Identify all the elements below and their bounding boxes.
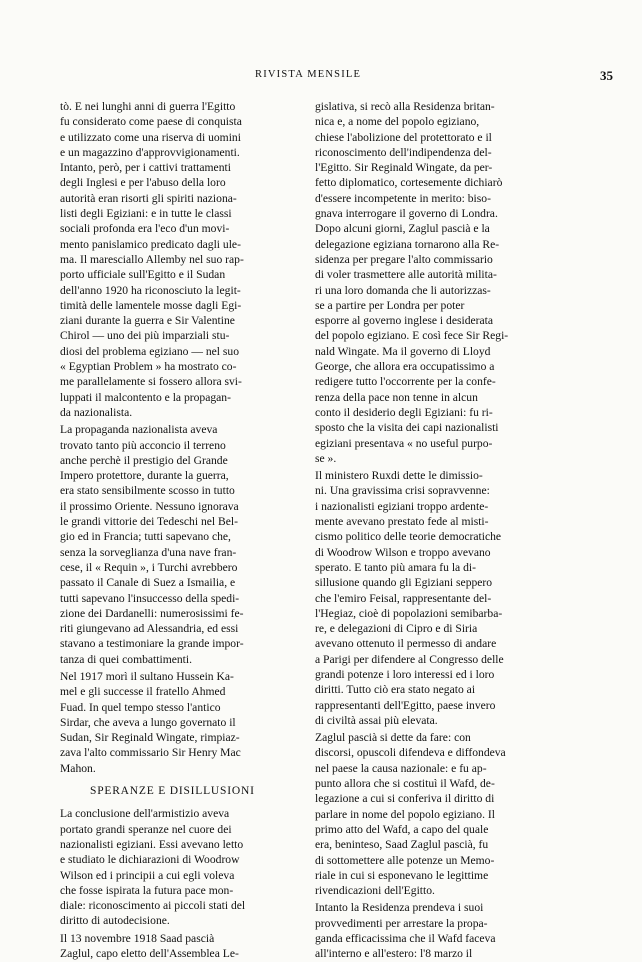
text-line: il prossimo Oriente. Nessuno ignorava (60, 499, 239, 513)
paragraph (60, 669, 318, 776)
page-header (0, 69, 642, 89)
text-line: stavano a testimoniare la grande impor- (60, 637, 244, 651)
text-line: nel paese la causa nazionale: e fu ap- (315, 761, 487, 775)
text-line: era, beninteso, Saad Zaglul pascià, fu (315, 838, 489, 852)
text-line: primo atto del Wafd, a capo del quale (315, 822, 489, 836)
text-line: avevano ottenuto il permesso di andare (315, 637, 497, 651)
text-line: gnava interrogare il governo di Londra. (315, 207, 498, 221)
paragraph (315, 900, 573, 961)
text-line: Chirol — uno dei più imparziali stu- (60, 329, 230, 343)
text-line: ri una loro domanda che li autorizzas- (315, 283, 491, 297)
paragraph (60, 806, 318, 928)
text-line: e utilizzato come una riserva di uomini (60, 130, 241, 144)
text-line: legazione a cui si conferiva il diritto di (315, 792, 495, 806)
text-line: fu considerato come paese di conquista (60, 115, 242, 129)
text-line: provvedimenti per arrestare la propa- (315, 916, 488, 930)
section-heading: SPERANZE E DISILLUSIONI (90, 785, 255, 798)
text-line: grandi potenze i loro interessi ed i loro (315, 667, 495, 681)
text-line: Nel 1917 morì il sultano Hussein Ka- (60, 669, 234, 683)
text-line: zava l'alto commissario Sir Henry Mac (60, 746, 241, 760)
text-line: di sottomettere alle potenze un Memo- (315, 853, 495, 867)
text-line: Intanto la Residenza prendeva i suoi (315, 901, 484, 915)
text-line: le grandi vittorie dei Tedeschi nel Bel- (60, 515, 238, 529)
text-line: re, e delegazioni di Cipro e di Siria (315, 622, 478, 636)
text-line: me parallelamente si fossero allora svi- (60, 375, 242, 389)
text-line: i nazionalisti egiziani troppo ardente- (315, 499, 489, 513)
text-line: Zaglul, capo eletto dell'Assemblea Le- (60, 947, 239, 961)
text-line: Dopo alcuni giorni, Zaglul pascià e la (315, 222, 490, 236)
text-line: delegazione egiziana tornarono alla Re- (315, 237, 500, 251)
text-line: passato il Canale di Suez a Ismailia, e (60, 576, 236, 590)
text-line: diritti. Tutto ciò era stato negato ai (315, 683, 476, 697)
text-line: ziani durante la guerra e Sir Valentine (60, 314, 235, 328)
text-line: riti giungevano ad Alessandria, ed essi (60, 622, 239, 636)
running-title: RIVISTA MENSILE (255, 69, 362, 80)
text-line: rappresentanti dell'Egitto, paese invero (315, 698, 496, 712)
text-line: d'essere incompetente in merito: biso- (315, 191, 491, 205)
text-line: Sudan, Sir Reginald Wingate, rimpiaz- (60, 731, 240, 745)
page-number: 35 (600, 68, 613, 83)
text-line: ma. Il maresciallo Allemby nel suo rap- (60, 252, 244, 266)
text-line: all'interno e all'estero: l'8 marzo il (315, 947, 473, 961)
text-line: sperato. E tanto più amara fu la di- (315, 560, 476, 574)
text-line: sociali profonda era l'eco d'un movi- (60, 222, 230, 236)
text-line: Wilson ed i principii a cui egli voleva (60, 868, 235, 882)
text-line: ni. Una gravissima crisi sopravvenne: (315, 484, 490, 498)
text-line: cismo politico delle teorie democratiche (315, 530, 502, 544)
text-line: sidenza per pregare l'alto commissario (315, 252, 493, 266)
text-line: redigere tutto l'occorrente per la confe- (315, 375, 496, 389)
text-line: renza della pace non tenne in alcun (315, 390, 478, 404)
text-line: ganda efficacissima che il Wafd faceva (315, 932, 496, 946)
text-line: punto allora che si costituì il Wafd, de- (315, 777, 495, 791)
text-line: di voler trasmettere alle autorità milita- (315, 268, 497, 282)
text-line: La conclusione dell'armistizio aveva (60, 807, 230, 821)
text-line: Fuad. In quel tempo stesso l'antico (60, 700, 221, 714)
text-line: che l'emiro Feisal, rappresentante del- (315, 591, 492, 605)
text-line: porto ufficiale sull'Egitto e il Sudan (60, 268, 226, 282)
text-line: conto il desiderio degli Egiziani: fu ri- (315, 405, 493, 419)
text-line: Intanto, però, per i cattivi trattamenti (60, 161, 231, 175)
text-line: cese, il « Requin », i Turchi avrebbero (60, 560, 238, 574)
text-line: Sirdar, che aveva a lungo governato il (60, 715, 236, 729)
left-column (60, 99, 318, 961)
text-line: nica e, a nome del popolo egiziano, (315, 115, 480, 129)
text-line: nazionalisti egiziani. Essi avevano letto (60, 837, 244, 851)
text-line: tò. E nei lunghi anni di guerra l'Egitto (60, 100, 236, 113)
paragraph (60, 99, 318, 420)
text-line: e un magazzino d'approvvigionamenti. (60, 145, 240, 159)
text-line: gislativa, si recò alla Residenza britan- (315, 100, 495, 113)
text-line: se ». (315, 451, 337, 465)
text-line: da nazionalista. (60, 405, 133, 419)
text-line: era stato sensibilmente scosso in tutto (60, 484, 235, 498)
text-line: degli Inglesi e per l'abuso della loro (60, 176, 226, 190)
text-line: gio ed in Francia; tutti sapevano che, (60, 530, 231, 544)
text-line: Impero protettore, durante la guerra, (60, 469, 229, 483)
text-line: Il 13 novembre 1918 Saad pascià (60, 931, 215, 945)
text-line: sposto che la visita dei capi nazionalisti (315, 421, 499, 435)
text-line: tutti sapevano l'insuccesso della spedi- (60, 591, 240, 605)
text-line: del popolo egiziano. E così fece Sir Regi- (315, 329, 509, 343)
text-line: rivendicazioni dell'Egitto. (315, 884, 435, 898)
text-line: « Egyptian Problem » ha mostrato co- (60, 360, 237, 374)
right-column (315, 99, 573, 962)
text-line: diale: riconoscimento ai piccoli stati del (60, 899, 246, 913)
text-line: timità delle lamentele mosse dagli Egi- (60, 298, 242, 312)
paragraph (315, 99, 573, 466)
text-line: senza la sorveglianza d'una nave fran- (60, 545, 237, 559)
text-line: Mahon. (60, 761, 96, 775)
text-line: di Woodrow Wilson e troppo avevano (315, 545, 491, 559)
text-line: Zaglul pascià si dette da fare: con (315, 731, 471, 745)
text-line: autorità eran risorti gli spiriti naziona- (60, 191, 237, 205)
text-line: l'Egitto. Sir Reginald Wingate, da per- (315, 161, 493, 175)
text-line: portato grandi speranze nel cuore dei (60, 822, 232, 836)
paragraph (315, 468, 573, 728)
text-line: chiese l'abolizione del protettorato e il (315, 130, 492, 144)
paragraph (60, 931, 318, 962)
text-line: George, che allora era occupatissimo a (315, 360, 495, 374)
text-line: anche perchè il prestigio del Grande (60, 453, 228, 467)
text-line: egiziani presentava « no useful purpo- (315, 436, 493, 450)
text-line: fetto diplomatico, cortesemente dichiarò (315, 176, 503, 190)
text-line: riale in cui si esponevano le legittime (315, 868, 489, 882)
text-line: esporre al governo inglese i desiderata (315, 314, 494, 328)
text-line: listi degli Egiziani: e in tutte le classi (60, 207, 232, 221)
paragraph (60, 422, 318, 667)
text-line: trovato tanto più acconcio il terreno (60, 438, 226, 452)
text-line: discorsi, opuscoli difendeva e diffondeva (315, 746, 506, 760)
text-line: diritto di autodecisione. (60, 914, 170, 928)
text-line: mento panislamico predicato dagli ule- (60, 237, 241, 251)
text-line: dell'anno 1920 ha riconosciuto la legit- (60, 283, 241, 297)
text-line: mente avevano prestato fede al misti- (315, 515, 489, 529)
text-line: luppati il malcontento e la propagan- (60, 390, 231, 404)
text-line: parlare in nome del popolo egiziano. Il (315, 807, 495, 821)
text-line: riconoscimento dell'indipendenza del- (315, 145, 492, 159)
text-line: zione dei Dardanelli: numerosissimi fe- (60, 606, 244, 620)
text-line: nald Wingate. Ma il governo di Lloyd (315, 344, 491, 358)
text-line: e studiato le dichiarazioni di Woodrow (60, 853, 240, 867)
text-line: che fosse ispirata la futura pace mon- (60, 883, 234, 897)
text-line: diosi del problema egiziano — nel suo (60, 344, 240, 358)
text-line: di civiltà assai più elevata. (315, 713, 438, 727)
text-line: mel e gli successe il fratello Ahmed (60, 685, 226, 699)
text-line: se a partire per Londra per poter (315, 298, 465, 312)
text-line: sillusione quando gli Egiziani seppero (315, 576, 493, 590)
text-line: a Parigi per difendere al Congresso delle (315, 652, 504, 666)
text-line: tanza di quei combattimenti. (60, 652, 192, 666)
text-line: La propaganda nazionalista aveva (60, 423, 218, 437)
paragraph (315, 730, 573, 898)
text-line: l'Hegiaz, cioè di popolazioni semibarba- (315, 606, 503, 620)
text-line: Il ministero Ruxdi dette le dimissio- (315, 469, 483, 483)
